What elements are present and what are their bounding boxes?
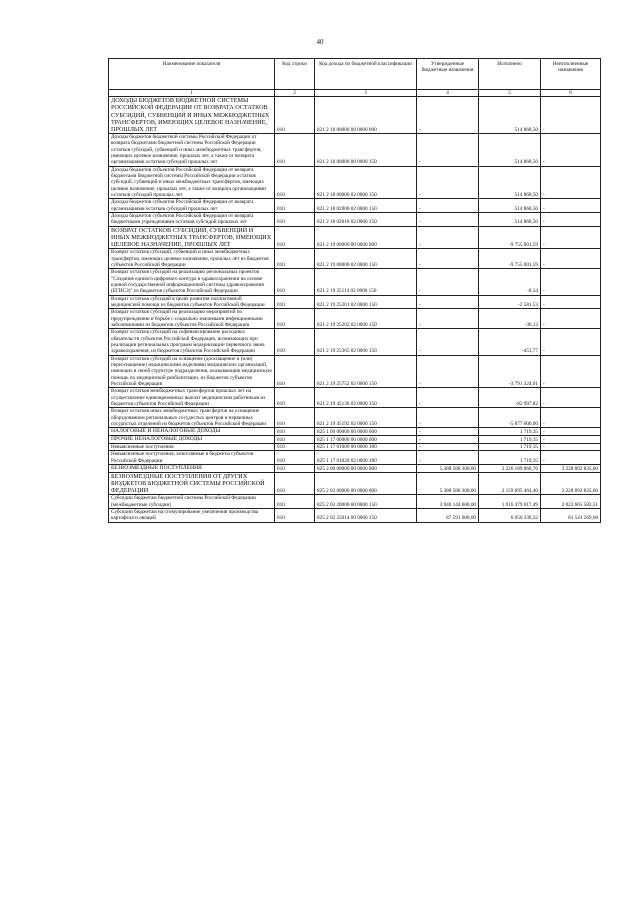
column-number: 2 <box>275 90 315 97</box>
row-income-code: 821 2 19 25202 02 0000 150 <box>315 309 417 329</box>
row-approved-amount: 5 388 588 300,00 <box>417 472 479 494</box>
row-name: НАЛОГОВЫЕ И НЕНАЛОГОВЫЕ ДОХОДЫ <box>109 428 275 436</box>
row-unexecuted-amount: 3 228 892 835,60 <box>541 472 601 494</box>
row-name: Возврат остатков субсидий в целях развития паллиативной медицинской помощи из бюджетов субъектов Российской Федерации <box>109 295 275 309</box>
row-income-code: 821 2 18 02010 02 0000 150 <box>315 213 417 227</box>
table-row <box>109 495 601 509</box>
row-name: Доходы бюджетов субъектов Российской Федерации от возврата бюджетами бюджетной системы Российской Федерации остатков субсидий, субвенций и иных межбюджетных трансфертов, имеющих целевое назначение, прошлых лет, а также от возврата организациями остатков субсидий прошлых лет <box>109 166 275 199</box>
row-name: Возврат остатков субсидий, субвенций и иных межбюджетных трансфертов, имеющих целевое назначение, прошлых лет из бюджетов субъектов Российской Федерации <box>109 249 275 269</box>
column-number: 1 <box>109 90 275 97</box>
row-executed-amount: -82 997,82 <box>479 388 541 408</box>
row-executed-amount: 1 719,35 <box>479 451 541 465</box>
table-row <box>109 133 601 166</box>
row-unexecuted-amount: - <box>541 295 601 309</box>
row-unexecuted-amount: - <box>541 133 601 166</box>
row-unexecuted-amount: - <box>541 436 601 444</box>
row-income-code: 825 1 17 01000 00 0000 180 <box>315 444 417 451</box>
row-name: Возврат остатков субсидий на реализацию региональных проектов "Создание единого цифрового контура в здравоохранении на основе единой государственной информационной системы здравоохранения (ЕГИСЗ)" из бюджетов субъектов Российской Федерации <box>109 269 275 295</box>
table-row <box>109 249 601 269</box>
row-name: БЕЗВОЗМЕЗДНЫЕ ПОСТУПЛЕНИЯ ОТ ДРУГИХ БЮДЖЕТОВ БЮДЖЕТНОЙ СИСТЕМЫ РОССИЙСКОЙ ФЕДЕРАЦИИ <box>109 472 275 494</box>
row-name: Субсидии бюджетам бюджетной системы Российской Федерации (межбюджетные субсидии) <box>109 495 275 509</box>
table-row <box>109 295 601 309</box>
row-approved-amount: - <box>417 436 479 444</box>
table-row <box>109 329 601 355</box>
budget-execution-table <box>108 58 601 523</box>
table-row <box>109 199 601 213</box>
header-income-code: Код дохода по бюджетной классификации <box>315 59 417 90</box>
row-unexecuted-amount: 2 023 665 582,51 <box>541 495 601 509</box>
row-approved-amount: - <box>417 199 479 213</box>
row-executed-amount: 514 868,50 <box>479 133 541 166</box>
row-executed-amount: -453,77 <box>479 329 541 355</box>
column-number: 4 <box>417 90 479 97</box>
column-number: 3 <box>315 90 417 97</box>
row-line-code: 010 <box>275 199 315 213</box>
row-name: ДОХОДЫ БЮДЖЕТОВ БЮДЖЕТНОЙ СИСТЕМЫ РОССИЙСКОЙ ФЕДЕРАЦИИ ОТ ВОЗВРАТА ОСТАТКОВ СУБСИДИЙ, СУБВЕНЦИЙ И ИНЫХ МЕЖБЮДЖЕТНЫХ ТРАНСФЕРТОВ, ИМЕЮЩИХ ЦЕЛЕВОЕ НАЗНАЧЕНИЕ, ПРОШЛЫХ ЛЕТ <box>109 97 275 134</box>
row-unexecuted-amount: - <box>541 329 601 355</box>
row-name: Субсидии бюджетам на стимулирование увеличения производства картофеля и овощей <box>109 508 275 522</box>
row-approved-amount: - <box>417 295 479 309</box>
row-executed-amount: -9 755 001,59 <box>479 226 541 248</box>
row-approved-amount: - <box>417 428 479 436</box>
row-executed-amount: -5 877 600,00 <box>479 408 541 428</box>
row-approved-amount: - <box>417 329 479 355</box>
row-approved-amount: 5 388 588 300,00 <box>417 465 479 473</box>
table-row <box>109 436 601 444</box>
row-unexecuted-amount: - <box>541 199 601 213</box>
row-unexecuted-amount: - <box>541 444 601 451</box>
row-approved-amount: - <box>417 133 479 166</box>
column-number-row <box>109 90 601 97</box>
row-line-code: 010 <box>275 451 315 465</box>
row-executed-amount: 514 868,50 <box>479 97 541 134</box>
row-income-code: 825 2 02 25014 00 0000 150 <box>315 508 417 522</box>
row-name: Невыясненные поступления <box>109 444 275 451</box>
row-executed-amount: -8,34 <box>479 269 541 295</box>
row-income-code: 825 2 02 00000 00 0000 000 <box>315 472 417 494</box>
table-row <box>109 508 601 522</box>
row-line-code: 010 <box>275 309 315 329</box>
row-income-code: 825 2 00 00000 00 0000 000 <box>315 465 417 473</box>
row-line-code: 010 <box>275 329 315 355</box>
column-number: 5 <box>479 90 541 97</box>
row-unexecuted-amount: - <box>541 226 601 248</box>
row-approved-amount: - <box>417 408 479 428</box>
row-name: ВОЗВРАТ ОСТАТКОВ СУБСИДИЙ, СУБВЕНЦИЙ И ИНЫХ МЕЖБЮДЖЕТНЫХ ТРАНСФЕРТОВ, ИМЕЮЩИХ ЦЕЛЕВОЕ НАЗНАЧЕНИЕ, ПРОШЛЫХ ЛЕТ <box>109 226 275 248</box>
row-executed-amount: -9 755 001,59 <box>479 249 541 269</box>
row-executed-amount: 1 916 479 017,49 <box>479 495 541 509</box>
row-name: Возврат остатков межбюджетных трансфертов прошлых лет на осуществление единовременных выплат медицинским работникам из бюджетов субъектов Российской Федерации <box>109 388 275 408</box>
row-unexecuted-amount: - <box>541 428 601 436</box>
row-line-code: 010 <box>275 133 315 166</box>
row-executed-amount: 514 868,50 <box>479 213 541 227</box>
row-line-code: 010 <box>275 213 315 227</box>
table-row <box>109 444 601 451</box>
header-unexecuted: Неисполненные назначения <box>541 59 601 90</box>
header-executed: Исполнено <box>479 59 541 90</box>
row-income-code: 825 1 00 00000 00 0000 000 <box>315 428 417 436</box>
row-name: Возврат остатков субсидий на реализацию мероприятий по предупреждению и борьбе с социально значимыми инфекционными заболеваниями из бюджетов субъектов Российской Федерации <box>109 309 275 329</box>
row-unexecuted-amount: - <box>541 213 601 227</box>
row-unexecuted-amount: - <box>541 408 601 428</box>
table-row <box>109 269 601 295</box>
table-row <box>109 451 601 465</box>
row-approved-amount: - <box>417 213 479 227</box>
row-name: ПРОЧИЕ НЕНАЛОГОВЫЕ ДОХОДЫ <box>109 436 275 444</box>
row-approved-amount: - <box>417 226 479 248</box>
row-unexecuted-amount: - <box>541 388 601 408</box>
row-line-code: 010 <box>275 295 315 309</box>
row-income-code: 821 2 19 45192 02 0000 150 <box>315 408 417 428</box>
row-executed-amount: 2 226 189 860,76 <box>479 465 541 473</box>
row-executed-amount: 1 719,35 <box>479 428 541 436</box>
row-unexecuted-amount: - <box>541 97 601 134</box>
row-line-code: 010 <box>275 355 315 388</box>
row-income-code: 821 2 18 00000 02 0000 150 <box>315 166 417 199</box>
row-income-code: 821 2 19 00000 00 0000 000 <box>315 226 417 248</box>
row-unexecuted-amount: - <box>541 269 601 295</box>
row-executed-amount: 1 719,35 <box>479 436 541 444</box>
row-unexecuted-amount: - <box>541 451 601 465</box>
row-income-code: 825 1 17 00000 00 0000 000 <box>315 436 417 444</box>
row-unexecuted-amount: 3 228 892 835,60 <box>541 465 601 473</box>
row-unexecuted-amount: - <box>541 355 601 388</box>
row-name: Доходы бюджетов субъектов Российской Федерации от возврата бюджетными учреждениями остатков субсидий прошлых лет <box>109 213 275 227</box>
row-line-code: 010 <box>275 472 315 494</box>
row-approved-amount: - <box>417 355 479 388</box>
table-body <box>109 97 601 522</box>
row-approved-amount: - <box>417 451 479 465</box>
row-line-code: 010 <box>275 408 315 428</box>
row-line-code: 010 <box>275 465 315 473</box>
table-row <box>109 97 601 134</box>
row-approved-amount: - <box>417 269 479 295</box>
row-approved-amount: 87 591 600,00 <box>417 508 479 522</box>
table-header-row <box>109 59 601 90</box>
row-income-code: 821 2 18 02000 02 0000 150 <box>315 199 417 213</box>
row-unexecuted-amount: - <box>541 309 601 329</box>
row-name: Доходы бюджетов бюджетной системы Российской Федерации от возврата бюджетами бюджетной системы Российской Федерации остатков субсидий, субвенций и иных межбюджетных трансфертов, имеющих целевое назначение, прошлых лет, а также от возврата организациями остатков субсидий прошлых лет <box>109 133 275 166</box>
header-approved: Утвержденные бюджетные назначения <box>417 59 479 90</box>
column-number: 6 <box>541 90 601 97</box>
table-row <box>109 465 601 473</box>
row-approved-amount: - <box>417 309 479 329</box>
row-line-code: 010 <box>275 495 315 509</box>
row-executed-amount: 6 050 330,32 <box>479 508 541 522</box>
row-income-code: 821 2 19 45136 02 0000 150 <box>315 388 417 408</box>
row-name: Возврат остатков субсидий на софинансирование расходных обязательств субъектов Российской Федерации, возникающих при реализации региональных программ модернизации первичного звена здравоохранения, из бюджетов субъектов Российской Федерации <box>109 329 275 355</box>
row-line-code: 010 <box>275 269 315 295</box>
table-row <box>109 428 601 436</box>
row-income-code: 825 1 17 01020 02 0000 180 <box>315 451 417 465</box>
row-line-code: 010 <box>275 166 315 199</box>
row-income-code: 821 2 19 25114 02 0000 150 <box>315 269 417 295</box>
row-executed-amount: 2 159 695 464,40 <box>479 472 541 494</box>
row-executed-amount: -36,12 <box>479 309 541 329</box>
row-line-code: 010 <box>275 249 315 269</box>
row-executed-amount: -2 581,53 <box>479 295 541 309</box>
row-executed-amount: 1 719,35 <box>479 444 541 451</box>
row-line-code: 010 <box>275 428 315 436</box>
header-name: Наименование показателя <box>109 59 275 90</box>
row-line-code: 010 <box>275 436 315 444</box>
row-approved-amount: 3 940 144 600,00 <box>417 495 479 509</box>
row-income-code: 825 2 02 20000 00 0000 150 <box>315 495 417 509</box>
row-name: Возврат остатков иных межбюджетных трансфертов на оснащение оборудованием региональных сосудистых центров и первичных сосудистых отделений из бюджетов субъектов Российской Федерации <box>109 408 275 428</box>
table-row <box>109 472 601 494</box>
row-unexecuted-amount: - <box>541 249 601 269</box>
row-income-code: 821 2 18 00000 00 0000 000 <box>315 97 417 134</box>
table-row <box>109 226 601 248</box>
table-row <box>109 309 601 329</box>
row-approved-amount: - <box>417 97 479 134</box>
row-executed-amount: -3 791 324,01 <box>479 355 541 388</box>
row-unexecuted-amount: 81 541 269,68 <box>541 508 601 522</box>
row-income-code: 821 2 19 25365 02 0000 150 <box>315 329 417 355</box>
row-name: Возврат остатков субсидий на оснащение (дооснащение и (или) переоснащение) медицинскими изделиями медицинских организаций, имеющих в своей структуре подразделения, оказывающие медицинскую помощь по медицинской реабилитации, из бюджетов субъектов Российской Федерации <box>109 355 275 388</box>
row-name: БЕЗВОЗМЕЗДНЫЕ ПОСТУПЛЕНИЯ <box>109 465 275 473</box>
row-line-code: 010 <box>275 508 315 522</box>
row-name: Невыясненные поступления, зачисляемые в бюджеты субъектов Российской Федерации <box>109 451 275 465</box>
row-line-code: 010 <box>275 388 315 408</box>
row-line-code: 010 <box>275 444 315 451</box>
row-approved-amount: - <box>417 444 479 451</box>
row-approved-amount: - <box>417 388 479 408</box>
row-income-code: 821 2 18 00000 00 0000 150 <box>315 133 417 166</box>
row-income-code: 821 2 19 00000 02 0000 150 <box>315 249 417 269</box>
table-row <box>109 166 601 199</box>
row-executed-amount: 514 868,50 <box>479 166 541 199</box>
table-row <box>109 388 601 408</box>
row-approved-amount: - <box>417 166 479 199</box>
row-line-code: 010 <box>275 226 315 248</box>
row-unexecuted-amount: - <box>541 166 601 199</box>
page-number: 40 <box>316 38 324 46</box>
table-row <box>109 355 601 388</box>
row-income-code: 821 2 19 25752 02 0000 150 <box>315 355 417 388</box>
table-row <box>109 213 601 227</box>
row-line-code: 010 <box>275 97 315 134</box>
header-line-code: Код строки <box>275 59 315 90</box>
row-income-code: 821 2 19 25201 02 0000 150 <box>315 295 417 309</box>
row-approved-amount: - <box>417 249 479 269</box>
row-executed-amount: 514 868,50 <box>479 199 541 213</box>
row-name: Доходы бюджетов субъектов Российской Федерации от возврата организациями остатков субсидий прошлых лет <box>109 199 275 213</box>
table-row <box>109 408 601 428</box>
